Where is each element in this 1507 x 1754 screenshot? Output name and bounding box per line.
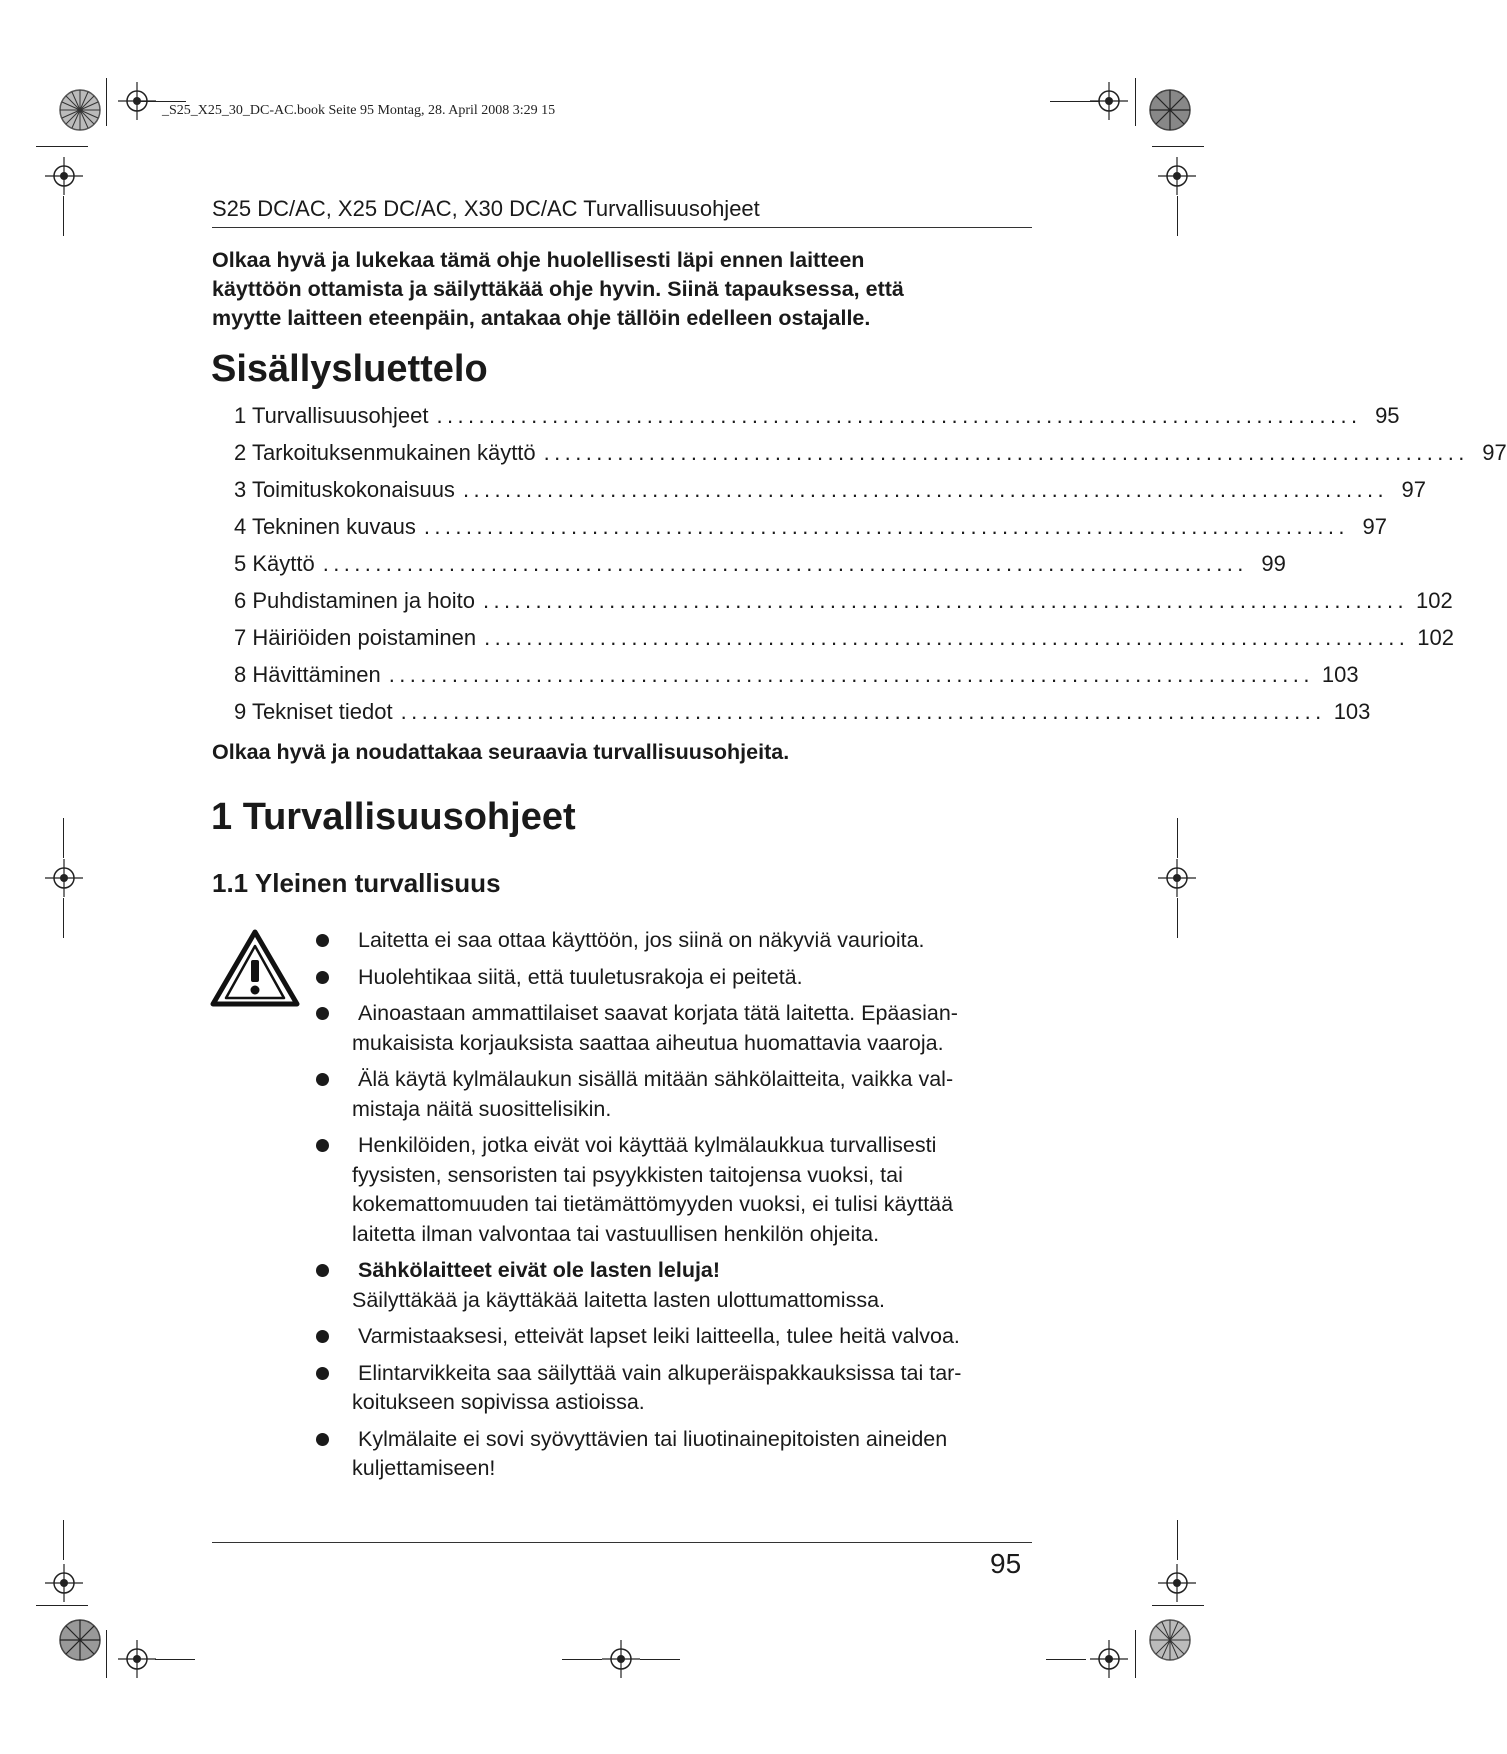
crop-line	[1177, 1520, 1178, 1560]
toc-entry-label: 7 Häiriöiden poistaminen	[234, 625, 477, 650]
list-item-text: mistaja näitä suosittelisikin.	[352, 1096, 612, 1121]
toc-entry[interactable]	[234, 625, 1454, 662]
toc-entry-label: 4 Tekninen kuvaus	[234, 514, 416, 539]
list-item	[312, 1425, 1052, 1484]
crop-line	[1050, 101, 1100, 102]
subsection-title: 1.1 Yleinen turvallisuus	[212, 868, 501, 898]
toc-entry[interactable]	[234, 440, 1507, 477]
page-number: 95	[990, 1548, 1022, 1579]
bullet-dot-icon	[316, 1073, 329, 1086]
toc-entry-page: 97	[1482, 440, 1507, 465]
crop-line	[63, 898, 64, 938]
list-item-bold-text: Sähkölaitteet eivät ole lasten leluja!	[358, 1258, 721, 1282]
crop-line	[63, 196, 64, 236]
toc-entry[interactable]	[234, 662, 1359, 699]
crosshair-mark-icon	[45, 1564, 83, 1602]
list-item-text: Säilyttäkää ja käyttäkää laitetta lasten ulottumattomissa.	[352, 1287, 885, 1312]
toc-entry-page: 103	[1321, 662, 1359, 687]
toc-leader: ........................................................................................	[322, 551, 1248, 576]
toc-entry-page: 102	[1416, 588, 1453, 613]
crop-line	[1177, 898, 1178, 938]
crop-line	[36, 146, 88, 147]
list-item	[312, 1322, 1052, 1352]
list-item-text: koitukseen sopivissa astioissa.	[352, 1390, 645, 1414]
toc-leader: ........................................................................................	[543, 440, 1469, 465]
list-item-text: Kylmälaite ei sovi syövyttävien tai liuotinainepitoisten aineiden	[358, 1426, 948, 1451]
footer-divider	[212, 1542, 1032, 1543]
list-item-text: Henkilöiden, jotka eivät voi käyttää kylmälaukkua turvallisesti	[358, 1133, 937, 1157]
crop-line	[36, 1605, 88, 1606]
crop-line	[1135, 1630, 1136, 1678]
print-color-wheel-icon	[50, 1610, 110, 1670]
crosshair-mark-icon	[45, 859, 83, 897]
crop-line	[1135, 78, 1136, 126]
list-item-text: mukaisista korjauksista saattaa aiheutua huomattavia vaaroja.	[352, 1030, 944, 1055]
list-item-text: Varmistaaksesi, etteivät lapset leiki laitteella, tulee heitä valvoa.	[358, 1324, 960, 1348]
intro-line: myytte laitteen eteenpäin, antakaa ohje tällöin edelleen ostajalle.	[212, 306, 871, 330]
toc-entry[interactable]	[234, 551, 1286, 588]
crop-line	[1046, 1659, 1086, 1660]
crop-line	[562, 1659, 602, 1660]
header-divider	[212, 227, 1032, 228]
toc-entry-page: 95	[1375, 403, 1400, 428]
toc-entry-label: 3 Toimituskokonaisuus	[234, 477, 455, 502]
print-color-wheel-icon	[1140, 1610, 1200, 1670]
toc-entry[interactable]	[234, 477, 1427, 514]
list-item	[312, 963, 1052, 993]
toc-leader: ........................................................................................	[423, 514, 1349, 539]
print-info: _S25_X25_30_DC-AC.book Seite 95 Montag, 28. April 2008 3:29 15	[162, 103, 556, 118]
list-item-text: Huolehtikaa siitä, että tuuletusrakoja ei peitetä.	[358, 964, 803, 989]
list-item	[312, 1256, 1052, 1315]
intro-line: käyttöön ottamista ja säilyttäkää ohje hyvin. Siinä tapauksessa, että	[212, 277, 904, 301]
toc-entry[interactable]	[234, 588, 1453, 625]
print-color-wheel-icon	[50, 80, 110, 140]
bullet-dot-icon	[316, 1433, 329, 1446]
list-item	[312, 1065, 1052, 1124]
toc-entry-label: 8 Hävittäminen	[234, 662, 381, 687]
list-item-text: kuljettamiseen!	[352, 1456, 496, 1480]
toc-entry-label: 5 Käyttö	[234, 551, 315, 576]
bullet-dot-icon	[316, 1330, 329, 1343]
list-item-text: Älä käytä kylmälaukun sisällä mitään sähkölaitteita, vaikka val-	[358, 1067, 954, 1091]
toc-entry-label: 2 Tarkoituksenmukainen käyttö	[234, 440, 536, 465]
toc-entry[interactable]	[234, 403, 1400, 440]
list-item-text: Laitetta ei saa ottaa käyttöön, jos siinä on näkyviä vaurioita.	[358, 928, 925, 952]
crop-line	[136, 101, 186, 102]
safety-list	[312, 926, 1052, 1491]
list-item	[312, 1131, 1052, 1249]
crosshair-mark-icon	[45, 157, 83, 195]
crosshair-mark-icon	[1158, 157, 1196, 195]
crop-line	[63, 1520, 64, 1560]
crop-line	[1152, 1605, 1204, 1606]
intro-line: Olkaa hyvä ja lukekaa tämä ohje huolellisesti läpi ennen laitteen	[212, 248, 865, 272]
bullet-dot-icon	[316, 934, 329, 947]
bullet-dot-icon	[316, 971, 329, 984]
crop-line	[106, 1630, 107, 1678]
crosshair-mark-icon	[1158, 1564, 1196, 1602]
toc-entry-label: 1 Turvallisuusohjeet	[234, 403, 429, 428]
crosshair-mark-icon	[602, 1640, 640, 1678]
crop-line	[106, 78, 107, 126]
list-item	[312, 926, 1052, 956]
toc-entry-page: 97	[1401, 477, 1427, 502]
toc-entry-label: 9 Tekniset tiedot	[234, 699, 393, 724]
toc-entry-page: 97	[1362, 514, 1387, 539]
bullet-dot-icon	[316, 1139, 329, 1152]
crop-line	[1152, 146, 1204, 147]
safety-note: Olkaa hyvä ja noudattakaa seuraavia turvallisuusohjeita.	[212, 740, 790, 764]
crosshair-mark-icon	[118, 1640, 156, 1678]
toc-heading: Sisällysluettelo	[211, 348, 488, 390]
bullet-dot-icon	[316, 1007, 329, 1020]
toc-leader: ........................................................................................	[482, 588, 1409, 613]
list-item-text: fyysisten, sensoristen tai psyykkisten taitojensa vuoksi, tai	[352, 1162, 903, 1187]
toc-entry[interactable]	[234, 514, 1387, 551]
warning-triangle-icon	[210, 928, 300, 1008]
crosshair-mark-icon	[1090, 1640, 1128, 1678]
crop-line	[1177, 818, 1178, 858]
table-of-contents	[234, 403, 1507, 736]
toc-leader: ........................................................................................	[462, 477, 1389, 502]
running-header: S25 DC/AC, X25 DC/AC, X30 DC/AC Turvallisuusohjeet	[212, 196, 760, 221]
toc-leader: ........................................................................................	[388, 662, 1314, 687]
toc-entry-page: 103	[1333, 699, 1371, 724]
toc-leader: ........................................................................................	[484, 625, 1410, 650]
crosshair-mark-icon	[1158, 859, 1196, 897]
crop-line	[1177, 196, 1178, 236]
list-item	[312, 999, 1052, 1058]
list-item-text: Elintarvikkeita saa säilyttää vain alkuperäispakkauksissa tai tar-	[358, 1360, 962, 1385]
list-item-text: laitetta ilman valvontaa tai vastuullisen henkilön ohjeita.	[352, 1221, 880, 1246]
list-item-text: Ainoastaan ammattilaiset saavat korjata tätä laitetta. Epäasian-	[358, 1001, 958, 1025]
list-item-text: kokemattomuuden tai tietämättömyyden vuoksi, ei tulisi käyttää	[352, 1192, 954, 1216]
print-color-wheel-icon	[1140, 80, 1200, 140]
toc-entry-page: 99	[1261, 551, 1286, 576]
list-item	[312, 1359, 1052, 1418]
toc-leader: ........................................................................................	[436, 403, 1362, 428]
crop-line	[155, 1659, 195, 1660]
crop-line	[640, 1659, 680, 1660]
toc-entry-page: 102	[1417, 625, 1454, 650]
crop-line	[63, 818, 64, 858]
intro-paragraph	[212, 246, 1032, 333]
toc-entry-label: 6 Puhdistaminen ja hoito	[234, 588, 475, 613]
toc-entry[interactable]	[234, 699, 1371, 736]
bullet-dot-icon	[316, 1264, 329, 1277]
section-title: 1 Turvallisuusohjeet	[211, 796, 576, 838]
toc-leader: ........................................................................................	[400, 699, 1326, 724]
bullet-dot-icon	[316, 1367, 329, 1380]
